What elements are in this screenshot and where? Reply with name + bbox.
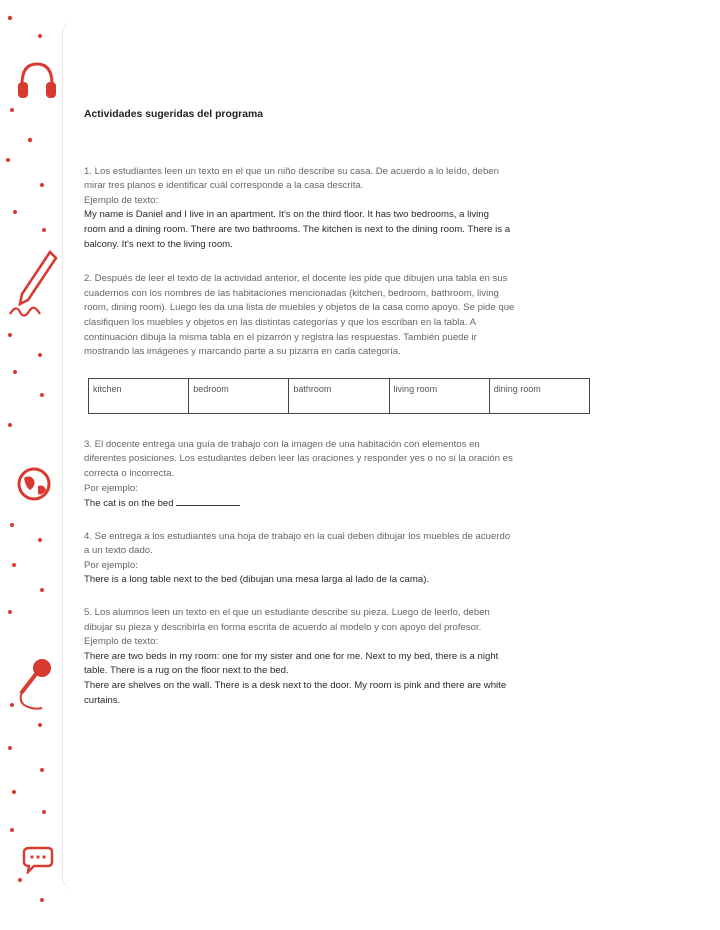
activity-line: 2. Después de leer el texto de la actividad anterior, el docente les pide que dibujen una tabla en sus xyxy=(84,273,508,285)
table-cell-living-room: living room xyxy=(389,378,489,413)
answer-blank xyxy=(176,496,240,506)
table-cell-dining-room: dining room xyxy=(489,378,589,413)
example-label: Ejemplo de texto: xyxy=(84,194,159,206)
activity-line: dibujar su pieza y describirla en forma escrita de acuerdo al modelo y con apoyo del profesor. xyxy=(84,621,482,633)
speech-bubble-icon xyxy=(20,846,56,874)
activity-line: mostrando las imágenes y marcando parte a su pizarra en cada categoría. xyxy=(84,346,401,358)
example-line: My name is Daniel and I live in an apartment. It's on the third floor. It has two bedrooms, a living xyxy=(84,209,489,221)
headphones-icon xyxy=(14,58,60,102)
document-body xyxy=(84,108,632,722)
example-line: There is a long table next to the bed (dibujan una mesa larga al lado de la cama). xyxy=(84,574,430,586)
activity-line: 3. El docente entrega una guía de trabajo con la imagen de una habitación con elementos en xyxy=(84,438,480,450)
activity-5 xyxy=(84,606,632,708)
example-line: curtains. xyxy=(84,694,121,706)
activity-line: cuadernos con los nombres de las habitaciones mencionadas (kitchen, bedroom, bathroom, living xyxy=(84,287,499,299)
table-row xyxy=(89,378,590,413)
page-title: Actividades sugeridas del programa xyxy=(84,109,264,120)
activity-line: diferentes posiciones. Los estudiantes deben leer las oraciones y responder yes o no si la oración es xyxy=(84,453,513,465)
activity-line: mirar tres planos e identificar cuál corresponde a la casa descrita. xyxy=(84,180,364,192)
example-line: There are two beds in my room: one for my sister and one for me. Next to my bed, there is a night xyxy=(84,650,499,662)
globe-icon xyxy=(14,464,54,504)
page-edge xyxy=(62,20,83,890)
rooms-table xyxy=(88,378,590,414)
activity-line: 4. Se entrega a los estudiantes una hoja de trabajo en la cual deben dibujar los muebles de acuerdo xyxy=(84,530,511,542)
example-label: Ejemplo de texto: xyxy=(84,636,159,648)
pencil-icon xyxy=(6,248,60,322)
microphone-icon xyxy=(12,654,58,714)
example-sentence: The cat is on the bed xyxy=(84,498,174,510)
table-cell-kitchen: kitchen xyxy=(89,378,189,413)
activity-line: 5. Los alumnos leen un texto en el que un estudiante describe su pieza. Luego de leerlo, deben xyxy=(84,607,490,619)
activity-line: clasifiquen los muebles y objetos en las distintas categorías y que los escriban en la tabla. A xyxy=(84,316,476,328)
activity-2 xyxy=(84,272,632,414)
activity-4 xyxy=(84,530,632,588)
table-cell-bedroom: bedroom xyxy=(189,378,289,413)
table-cell-bathroom: bathroom xyxy=(289,378,389,413)
activity-line: a un texto dado. xyxy=(84,545,153,557)
example-line: There are shelves on the wall. There is a desk next to the door. My room is pink and there are white xyxy=(84,680,507,692)
example-label: Por ejemplo: xyxy=(84,482,138,494)
decorative-margin xyxy=(0,0,70,930)
activity-1 xyxy=(84,165,632,253)
example-line: table. There is a rug on the floor next to the bed. xyxy=(84,665,289,677)
example-label: Por ejemplo: xyxy=(84,559,138,571)
example-line xyxy=(84,496,632,512)
activity-line: 1. Los estudiantes leen un texto en el que un niño describe su casa. De acuerdo a lo leído, deben xyxy=(84,165,499,177)
activity-line: room, dining room). Luego les da una lista de muebles y objetos de la casa como apoyo. Se pide que xyxy=(84,302,515,314)
example-line: room and a dining room. There are two bathrooms. The kitchen is next to the dining room. There is a xyxy=(84,223,511,235)
activity-line: continuación dibuja la misma tabla en el pizarrón y registra las respuestas. También puede ir xyxy=(84,331,477,343)
activity-3 xyxy=(84,438,632,512)
activity-line: correcta o incorrecta. xyxy=(84,467,175,479)
example-line: balcony. It's next to the living room. xyxy=(84,238,233,250)
